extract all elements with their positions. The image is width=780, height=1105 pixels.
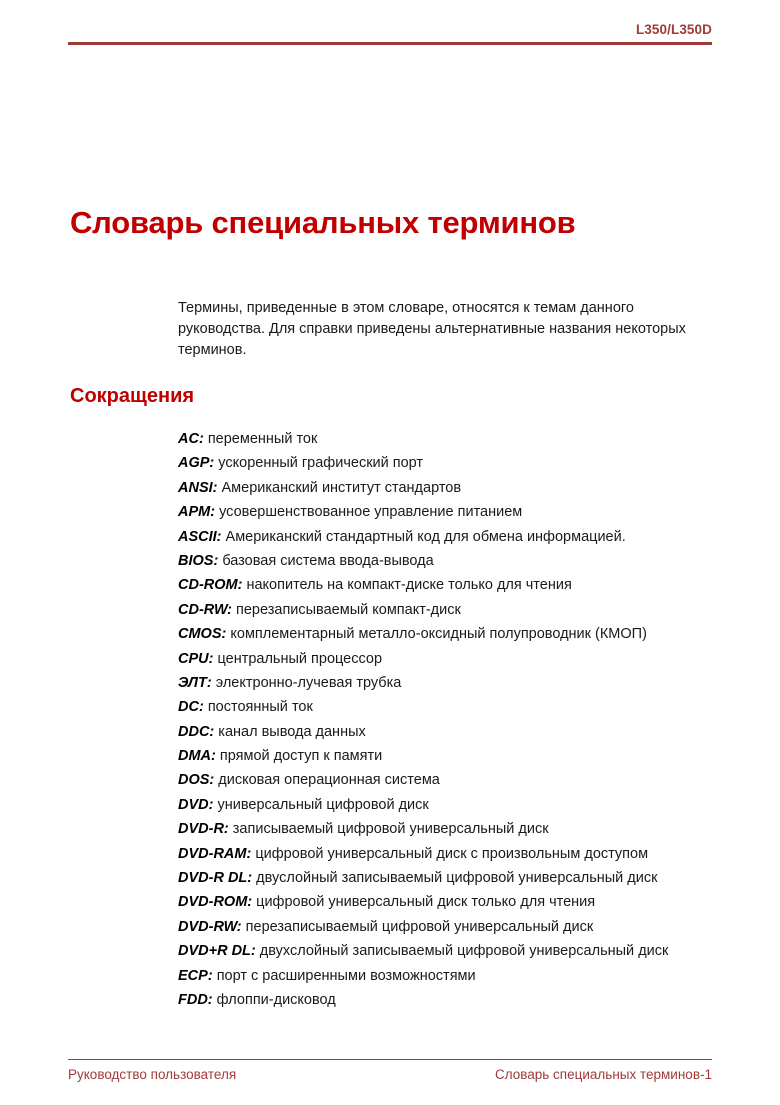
glossary-entry <box>178 528 738 552</box>
glossary-definition: базовая система ввода-вывода <box>222 552 434 569</box>
header-model-label: L350/L350D <box>635 22 712 37</box>
glossary-definition: цифровой универсальный диск только для чтения <box>256 894 596 911</box>
glossary-entry <box>178 601 738 625</box>
glossary-entry <box>178 869 738 893</box>
glossary-entry <box>178 625 738 649</box>
glossary-definition: усовершенствованное управление питанием <box>219 504 523 521</box>
glossary-entry <box>178 845 738 869</box>
glossary-term: DDC: <box>178 723 215 740</box>
glossary-term: DVD+R DL: <box>178 943 256 960</box>
glossary-entry <box>178 723 738 747</box>
glossary-entry <box>178 552 738 576</box>
glossary-definition: электронно-лучевая трубка <box>215 674 402 691</box>
glossary-term: CMOS: <box>178 626 227 643</box>
glossary-entry <box>178 674 738 698</box>
glossary-definition: флоппи-дисковод <box>216 991 336 1008</box>
page-footer <box>68 1059 712 1083</box>
glossary-term: ANSI: <box>178 479 218 496</box>
page-title: Словарь специальных терминов <box>70 205 576 240</box>
glossary-entry <box>178 796 738 820</box>
glossary-term: DMA: <box>178 748 216 765</box>
footer-row <box>68 1067 712 1083</box>
glossary-entry <box>178 650 738 674</box>
glossary-term: FDD: <box>178 991 213 1008</box>
glossary-term: DVD-R DL: <box>178 870 253 887</box>
glossary-term: CD-ROM: <box>178 577 243 594</box>
glossary-term: AC: <box>178 431 204 447</box>
glossary-entry <box>178 698 738 722</box>
glossary-term: ECP: <box>178 967 213 984</box>
glossary-definition: канал вывода данных <box>218 723 366 740</box>
glossary-definition: центральный процессор <box>217 650 383 667</box>
glossary-entry <box>178 576 738 600</box>
glossary-entry <box>178 430 738 454</box>
glossary-definition: двуслойный записываемый цифровой универсальный диск <box>256 870 658 887</box>
glossary-entry <box>178 820 738 844</box>
glossary-term: DVD-R: <box>178 821 229 838</box>
section-heading-abbreviations: Сокращения <box>70 385 195 407</box>
glossary-definition: универсальный цифровой диск <box>217 796 429 813</box>
glossary-entry <box>178 893 738 917</box>
glossary-term: DVD-RW: <box>178 918 242 935</box>
glossary-list <box>178 430 738 1015</box>
glossary-entry <box>178 454 738 478</box>
glossary-definition: перезаписываемый компакт-диск <box>236 601 461 618</box>
glossary-definition: порт с расширенными возможностями <box>216 967 476 984</box>
glossary-definition: записываемый цифровой универсальный диск <box>232 821 549 838</box>
glossary-definition: Американский институт стандартов <box>221 479 462 496</box>
glossary-term: DVD-ROM: <box>178 894 253 911</box>
glossary-definition: цифровой универсальный диск с произвольным доступом <box>255 845 649 862</box>
glossary-entry <box>178 747 738 771</box>
glossary-term: ASCII: <box>178 528 222 545</box>
glossary-term: ЭЛТ: <box>178 674 212 691</box>
glossary-definition: двухслойный записываемый цифровой универсальный диск <box>259 943 669 960</box>
glossary-definition: накопитель на компакт-диске только для чтения <box>246 577 572 594</box>
glossary-entry <box>178 991 738 1015</box>
glossary-term: AGP: <box>178 455 215 472</box>
glossary-term: DC: <box>178 699 204 716</box>
glossary-definition: переменный ток <box>207 431 318 447</box>
glossary-definition: комплементарный металло-оксидный полупроводник (КМОП) <box>230 626 647 643</box>
footer-manual-label: Руководство пользователя <box>68 1066 237 1082</box>
glossary-definition: дисковая операционная система <box>218 772 440 789</box>
glossary-term: DOS: <box>178 772 215 789</box>
glossary-definition: перезаписываемый цифровой универсальный диск <box>245 918 594 935</box>
glossary-term: CPU: <box>178 650 214 667</box>
glossary-entry <box>178 503 738 527</box>
glossary-entry <box>178 942 738 966</box>
glossary-term: DVD-RAM: <box>178 845 252 862</box>
glossary-entry <box>178 479 738 503</box>
glossary-term: CD-RW: <box>178 601 232 618</box>
footer-page-label: Словарь специальных терминов-1 <box>494 1066 712 1082</box>
glossary-term: APM: <box>178 504 216 521</box>
intro-paragraph: Термины, приведенные в этом словаре, относятся к темам данного руководства. Для справки приведены альтернативные названия некоторых терминов. <box>178 300 686 358</box>
header-divider-rule <box>68 42 712 45</box>
glossary-term: BIOS: <box>178 552 219 569</box>
glossary-definition: постоянный ток <box>207 699 313 716</box>
glossary-entry <box>178 771 738 795</box>
page-header <box>68 22 712 45</box>
glossary-definition: Американский стандартный код для обмена информацией. <box>225 528 626 545</box>
glossary-definition: ускоренный графический порт <box>218 455 424 472</box>
glossary-entry <box>178 967 738 991</box>
glossary-entry <box>178 918 738 942</box>
glossary-definition: прямой доступ к памяти <box>219 748 383 765</box>
glossary-term: DVD: <box>178 796 214 813</box>
footer-divider-rule <box>68 1059 712 1060</box>
